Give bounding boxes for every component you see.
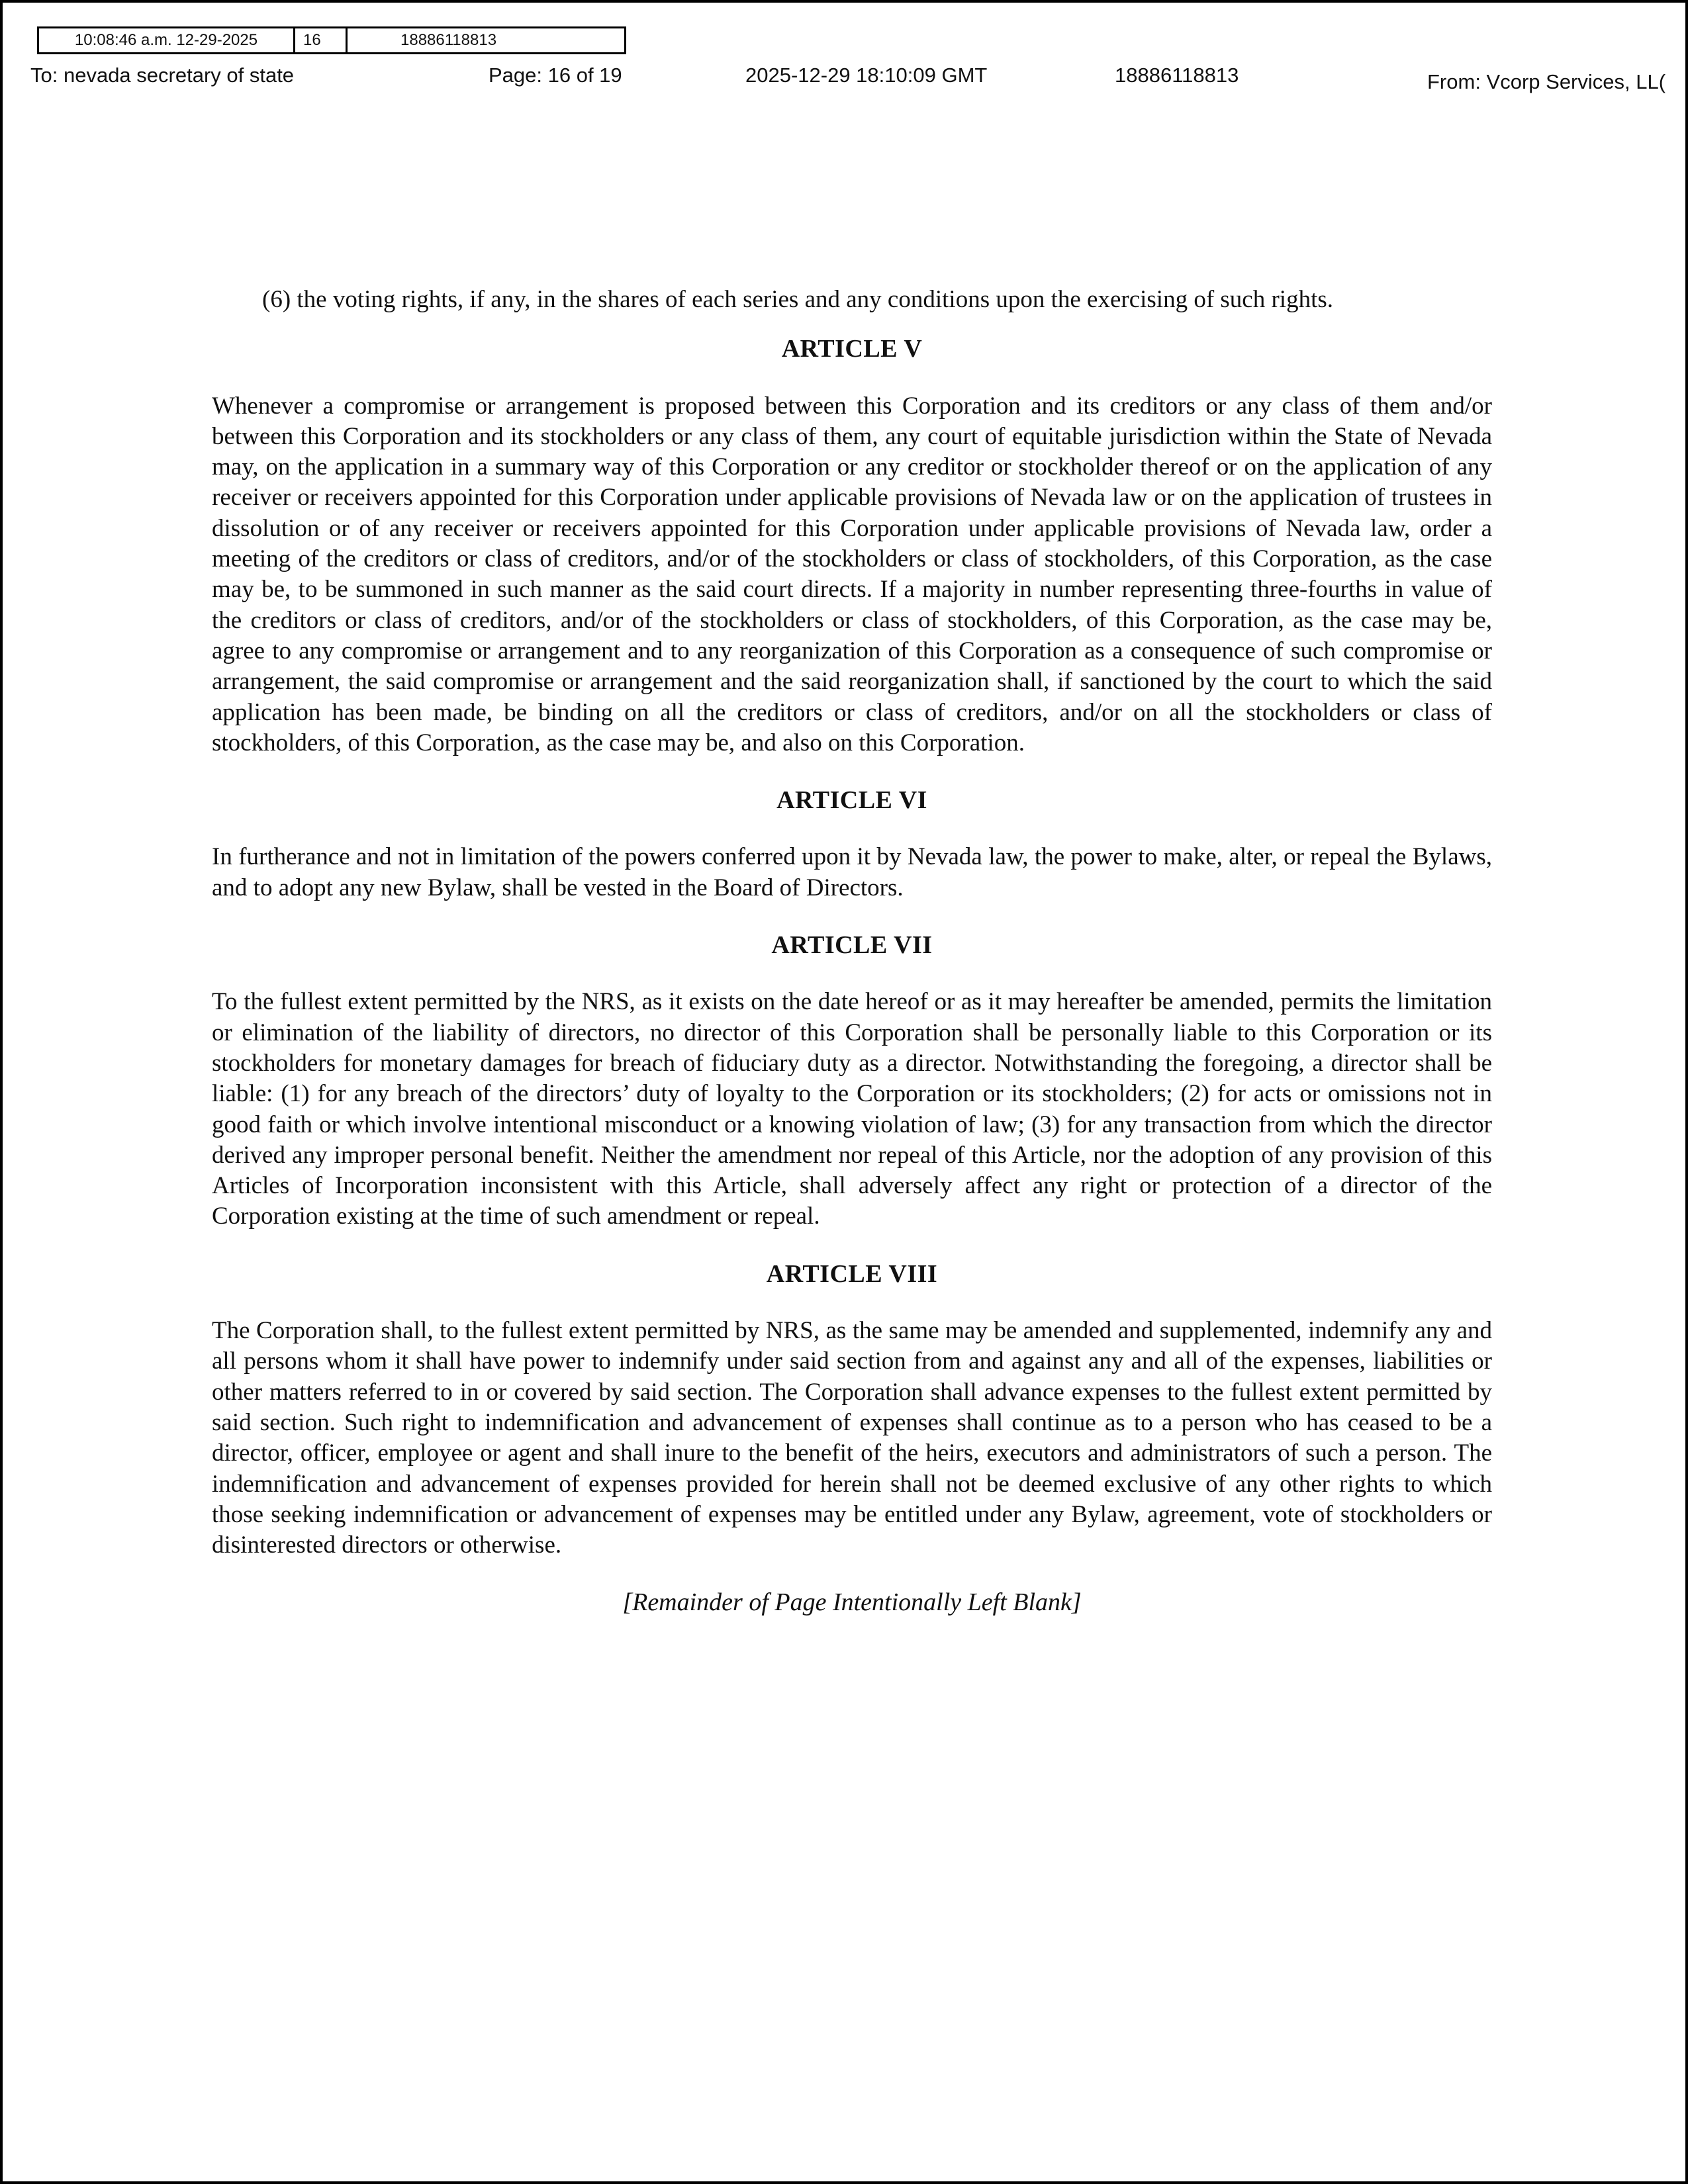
fax-timestamp: 2025-12-29 18:10:09 GMT bbox=[745, 64, 988, 87]
article-v-heading: ARTICLE V bbox=[781, 335, 923, 363]
remainder-blank-note: [Remainder of Page Intentionally Left Blank] bbox=[622, 1588, 1082, 1617]
article-viii-heading: ARTICLE VIII bbox=[766, 1259, 938, 1288]
fax-header-stamp bbox=[37, 26, 626, 54]
article-vii-text: To the fullest extent permitted by the NRS, as it exists on the date hereof or as it may hereafter be amended, permits the limitation or elimination of the liability of directors, no director of this Corporation shall be personally liable to this Corporation or its stockholders for monetary damages for breach of fiduciary duty as a director. Notwithstanding the foregoing, a director shall be liable: (1) for any breach of the directors’ duty of loyalty to the Corporation or its stockholders; (2) for acts or omissions not in good faith or which involve intentional misconduct or a knowing violation of law; (3) for any transaction from which the director derived any improper personal benefit. Neither the amendment nor repeal of this Article, nor the adoption of any provision of this Articles of Incorporation inconsistent with this Article, shall adversely affect any right or protection of a director of the Corporation existing at the time of such amendment or repeal. bbox=[212, 988, 1492, 1230]
fax-stamp-fax-number: 18886118813 bbox=[400, 31, 497, 49]
article-v-text: Whenever a compromise or arrangement is proposed between this Corporation and its creditors or any class of them and/or between this Corporation and its stockholders or any class of them, any court of equitable jurisdiction within the State of Nevada may, on the application in a summary way of this Corporation or any creditor or stockholder thereof or on the application of any receiver or receivers appointed for this Corporation under applicable provisions of Nevada law or on the application of trustees in dissolution or of any receiver or receivers appointed for this Corporation under applicable provisions of Nevada law, order a meeting of the creditors or class of creditors, and/or of the stockholders or class of stockholders, of this Corporation, as the case may be, to be summoned in such manner as the said court directs. If a majority in number representing three-fourths in value of the creditors or class of creditors, and/or of the stockholders or class of stockholders, of this Corporation, as the case may be, agree to any compromise or arrangement and to any reorganization of this Corporation as a consequence of such compromise or arrangement, the said compromise or arrangement and the said reorganization shall, if sanctioned by the court to which the said application has been made, be binding on all the creditors or class of creditors, and/or on all the stockholders or class of stockholders, of this Corporation, as the case may be, and also on this Corporation. bbox=[212, 392, 1492, 756]
fax-stamp-page-number: 16 bbox=[295, 28, 348, 52]
fax-transmission-line bbox=[0, 64, 1683, 93]
voting-rights-clause: (6) the voting rights, if any, in the shares of each series and any conditions upon the exercising of such rights. bbox=[262, 286, 1334, 313]
fax-stamp-time-date: 10:08:46 a.m. 12-29-2025 bbox=[39, 28, 295, 52]
fax-from: From: Vcorp Services, LL( bbox=[1427, 70, 1666, 93]
fax-number: 18886118813 bbox=[1115, 64, 1239, 87]
fax-page-count: Page: 16 of 19 bbox=[489, 64, 622, 87]
article-vii-heading: ARTICLE VII bbox=[771, 931, 933, 960]
article-vi-text: In furtherance and not in limitation of the powers conferred upon it by Nevada law, the power to make, alter, or repeal the Bylaws, and to adopt any new Bylaw, shall be vested in the Board of Directors. bbox=[212, 843, 1492, 901]
article-vi-heading: ARTICLE VI bbox=[776, 786, 927, 815]
article-viii-text: The Corporation shall, to the fullest extent permitted by NRS, as the same may be amended and supplemented, indemnify any and all persons whom it shall have power to indemnify under said section from and against any and all of the expenses, liabilities or other matters referred to in or covered by said section. The Corporation shall advance expenses to the fullest extent permitted by said section. Such right to indemnification and advancement of expenses shall continue as to a person who has ceased to be a director, officer, employee or agent and shall inure to the benefit of the heirs, executors and administrators of such a person. The indemnification and advancement of expenses provided for herein shall not be deemed exclusive of any other rights to which those seeking indemnification or advancement of expenses may be entitled under any Bylaw, agreement, vote of stockholders or disinterested directors or otherwise. bbox=[212, 1317, 1492, 1559]
fax-to: To: nevada secretary of state bbox=[30, 64, 295, 87]
document-body bbox=[212, 285, 1492, 1618]
